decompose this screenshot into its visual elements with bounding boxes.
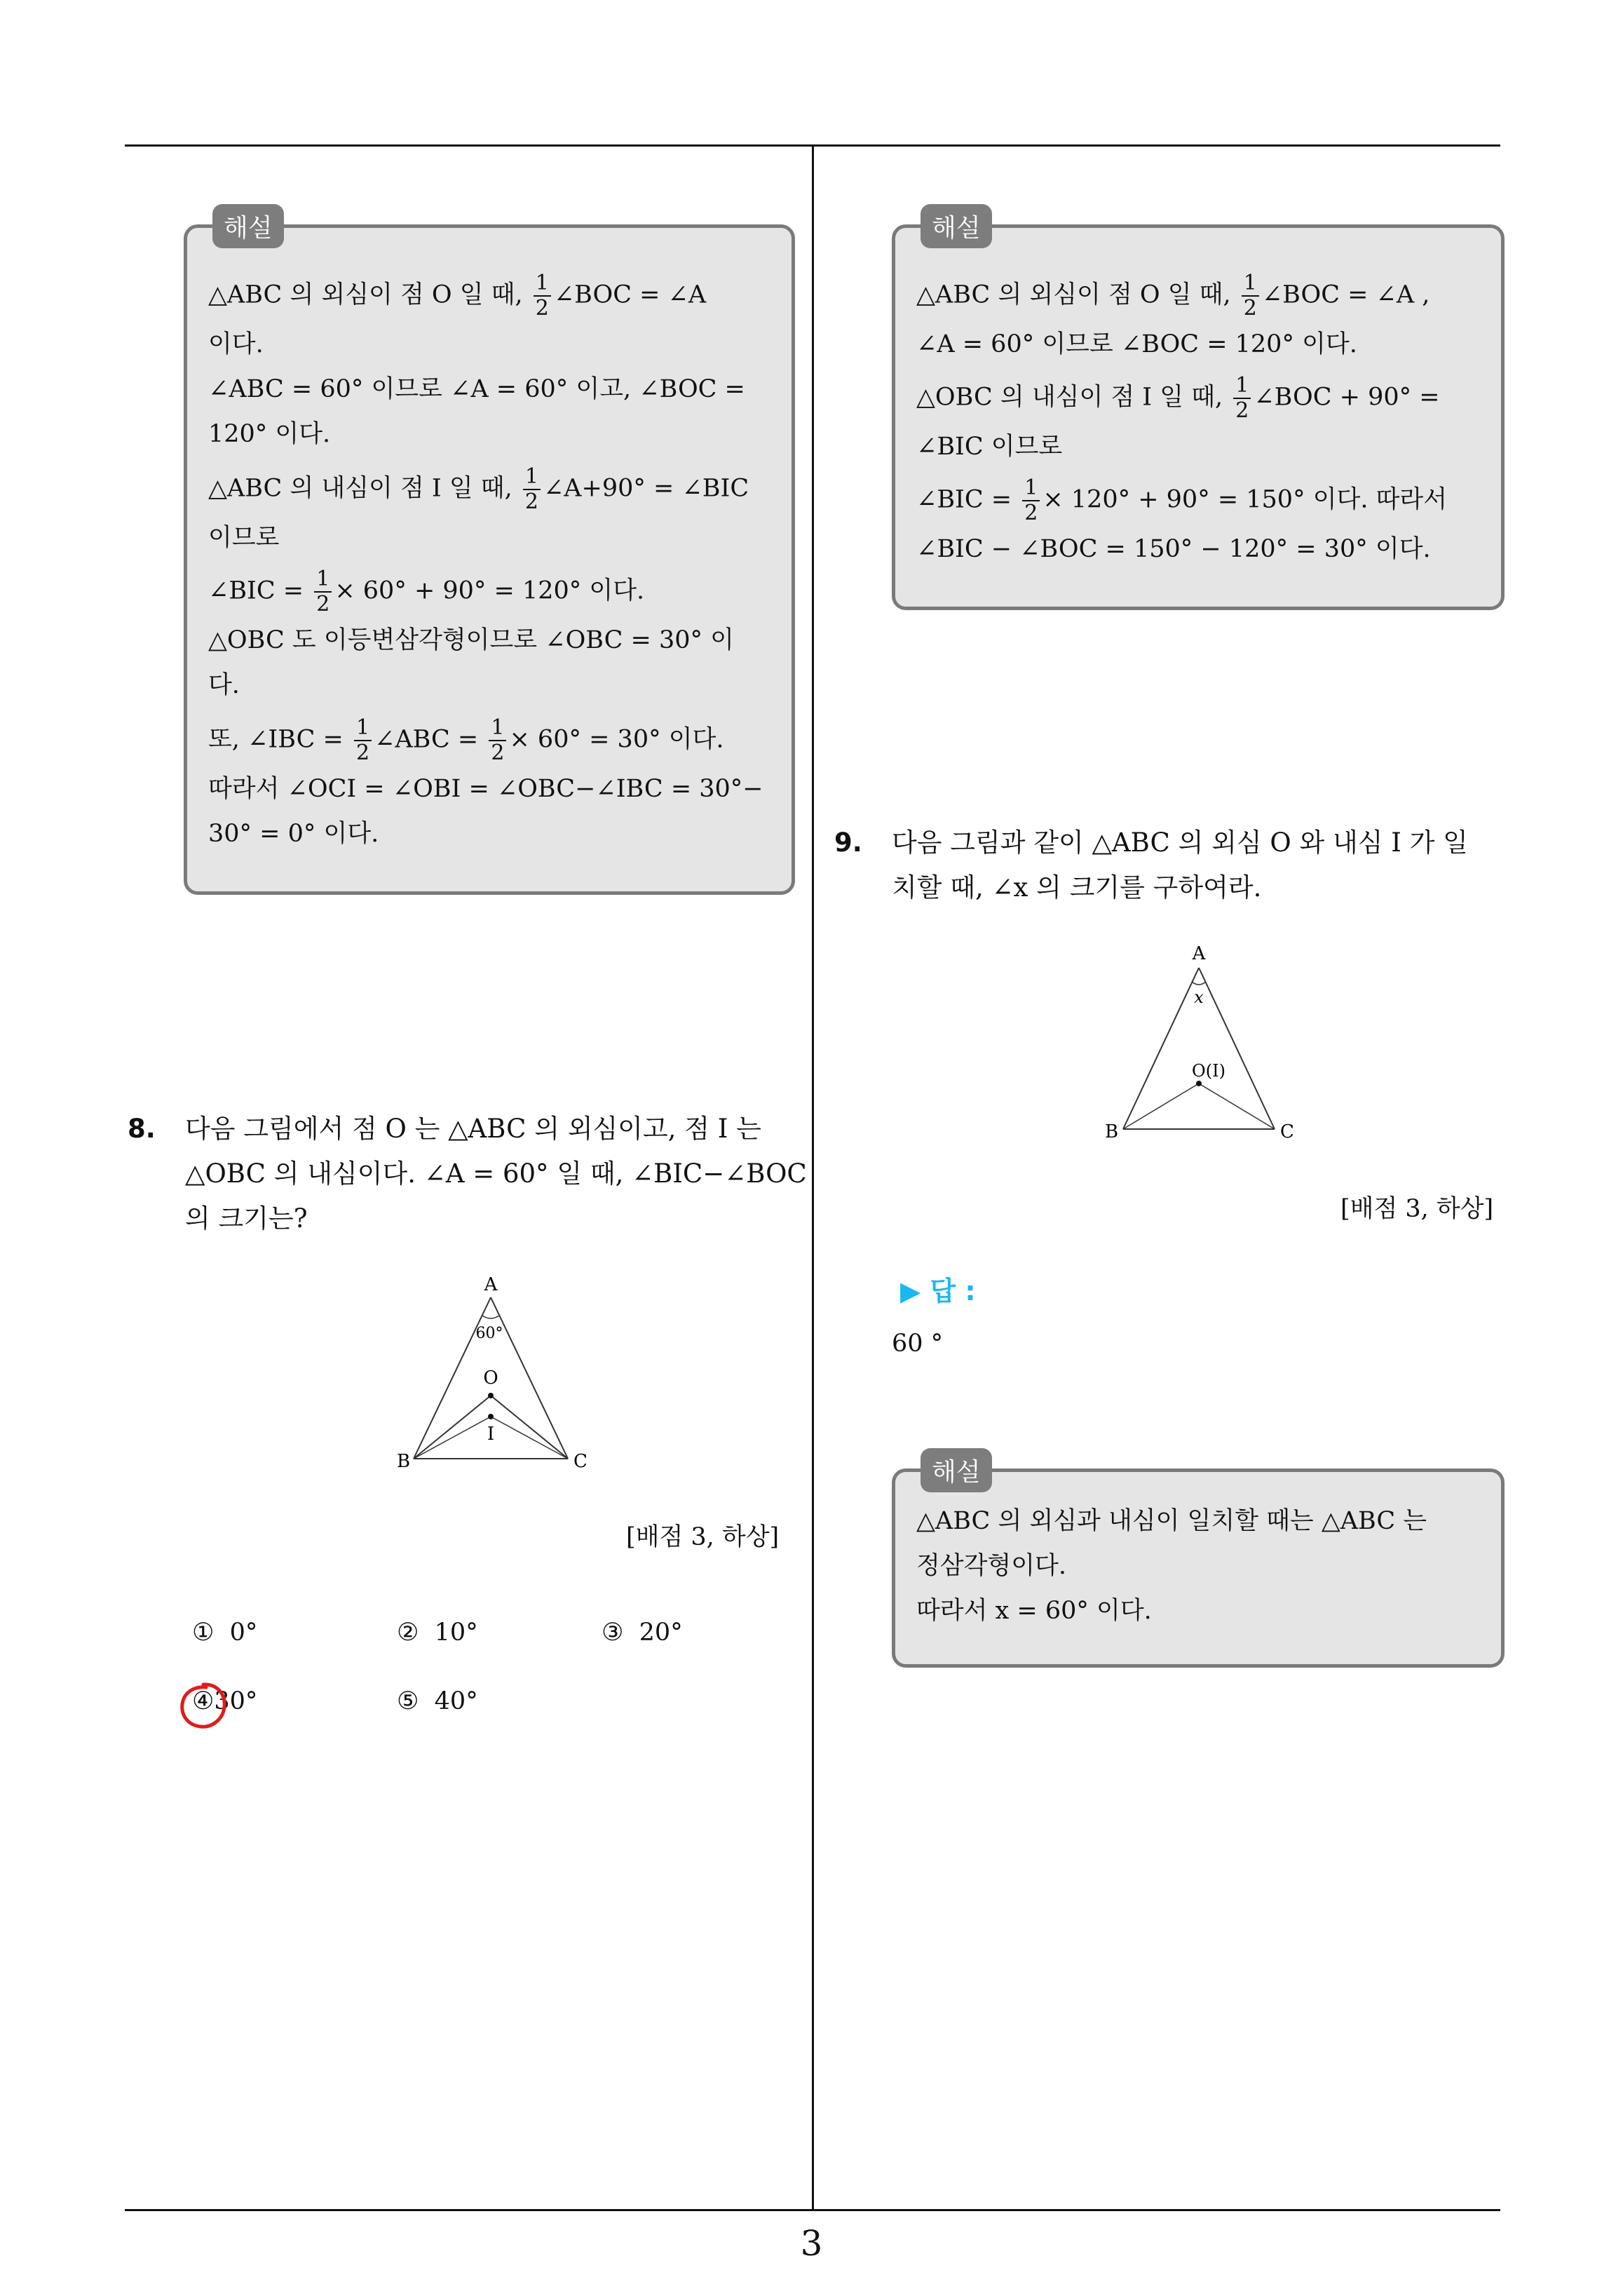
option-1[interactable]	[192, 1619, 257, 1647]
page-number: 3	[800, 2223, 823, 2264]
solution-text: ∠BIC 이므로	[916, 433, 1063, 461]
solution-line	[916, 1595, 1152, 1626]
selected-answer-circle-icon	[178, 1680, 229, 1731]
figure-q9-triangle	[1094, 940, 1304, 1150]
vertex-label-c: C	[573, 1451, 588, 1472]
option-mark: ①	[192, 1619, 215, 1647]
solution-text: ∠BOC + 90° =	[1254, 383, 1440, 412]
question-line: △OBC 의 내심이다. ∠A = 60° 일 때, ∠BIC−∠BOC	[185, 1159, 807, 1189]
solution-text: 따라서 ∠OCI = ∠OBI = ∠OBC−∠IBC = 30°−	[208, 775, 763, 803]
solution-line	[916, 271, 1430, 320]
fraction-denominator: 2	[524, 489, 538, 514]
point-label-oi: O(I)	[1192, 1061, 1225, 1081]
solution-text: ∠BIC =	[916, 485, 1020, 514]
fraction-denominator: 2	[1235, 398, 1249, 423]
fraction-numerator: 1	[314, 567, 332, 593]
fraction	[1022, 476, 1040, 525]
option-5[interactable]	[397, 1687, 478, 1715]
solution-text: 이므로	[208, 524, 280, 552]
solution-line	[208, 818, 379, 849]
answer-label: ▶ 답 :	[900, 1276, 976, 1306]
solution-text: 다.	[208, 671, 240, 699]
fraction	[523, 465, 541, 514]
fraction	[534, 271, 551, 320]
answer-value: 60 °	[892, 1330, 944, 1358]
solution-tag: 해설	[921, 204, 992, 248]
fraction	[489, 716, 506, 765]
solution-text: 또, ∠IBC =	[208, 725, 351, 754]
solution-text: × 60° = 30° 이다.	[509, 725, 724, 754]
solution-line	[916, 1551, 1066, 1581]
solution-box-q9	[892, 1458, 1505, 1668]
fraction-denominator: 2	[355, 741, 370, 765]
solution-text: 따라서 x = 60° 이다.	[916, 1597, 1152, 1625]
option-mark: ⑤	[397, 1687, 419, 1715]
solution-text: × 60° + 90° = 120° 이다.	[334, 576, 645, 605]
vertex-label-c: C	[1280, 1121, 1294, 1142]
angle-label-x: x	[1194, 987, 1204, 1007]
solution-line	[208, 774, 763, 804]
fraction-numerator: 1	[1242, 271, 1259, 297]
solution-tag: 해설	[212, 204, 284, 248]
solution-text: 30° = 0° 이다.	[208, 820, 379, 848]
point-label-o: O	[483, 1368, 498, 1389]
option-value: 40°	[434, 1687, 478, 1715]
solution-text: ∠A+90° = ∠BIC	[543, 474, 749, 503]
solution-line	[208, 716, 724, 765]
solution-line	[916, 374, 1440, 423]
solution-text: ∠ABC = 60° 이므로 ∠A = 60° 이고, ∠BOC =	[208, 375, 745, 403]
solution-line	[916, 1506, 1427, 1537]
question-line: 다음 그림에서 점 O 는 △ABC 의 외심이고, 점 I 는	[185, 1114, 761, 1144]
solution-text: 이다.	[208, 330, 264, 358]
solution-line	[208, 567, 644, 616]
solution-text: △ABC 의 외심이 점 O 일 때,	[916, 281, 1239, 309]
solution-text: ∠BIC − ∠BOC = 150° − 120° = 30° 이다.	[916, 535, 1431, 563]
column-divider	[812, 144, 814, 2210]
fraction-denominator: 2	[535, 296, 549, 320]
solution-line	[916, 329, 1357, 360]
fraction-numerator: 1	[489, 716, 506, 741]
solution-line	[916, 431, 1062, 462]
fraction	[1233, 374, 1251, 423]
solution-line	[916, 476, 1447, 525]
solution-text: △ABC 의 내심이 점 I 일 때,	[208, 474, 520, 503]
solution-tag: 해설	[921, 1448, 992, 1492]
vertex-label-b: B	[397, 1451, 411, 1472]
figure-q8-triangle	[386, 1269, 596, 1480]
solution-line	[208, 465, 749, 514]
fraction-numerator: 1	[354, 716, 372, 741]
score-label: [배점 3, 하상]	[626, 1523, 780, 1551]
point-label-i: I	[487, 1424, 495, 1445]
solution-line	[916, 534, 1431, 565]
solution-box-q7	[184, 214, 795, 895]
question-line: 다음 그림과 같이 △ABC 의 외심 O 와 내심 I 가 일	[892, 828, 1468, 858]
solution-text: ∠A = 60° 이므로 ∠BOC = 120° 이다.	[916, 330, 1357, 358]
solution-text: △OBC 도 이등변삼각형이므로 ∠OBC = 30° 이	[208, 626, 734, 654]
option-3[interactable]	[602, 1619, 683, 1647]
fraction-denominator: 2	[1243, 296, 1257, 320]
solution-text: 120° 이다.	[208, 420, 331, 448]
score-label: [배점 3, 하상]	[1340, 1195, 1494, 1223]
vertex-label-a: A	[1192, 943, 1206, 964]
question-line: 치할 때, ∠x 의 크기를 구하여라.	[892, 872, 1262, 903]
solution-text: 정삼각형이다.	[916, 1552, 1066, 1580]
fraction-denominator: 2	[316, 592, 330, 616]
question-number: 9.	[834, 828, 862, 858]
fraction-denominator: 2	[1024, 501, 1038, 525]
solution-line	[208, 374, 745, 405]
question-line: 의 크기는?	[185, 1203, 308, 1234]
fraction-numerator: 1	[534, 271, 551, 297]
option-mark: ④	[192, 1687, 215, 1715]
option-value: 30°	[214, 1687, 258, 1715]
solution-line	[208, 625, 734, 656]
solution-text: ∠ABC =	[374, 725, 487, 754]
solution-text: ∠BOC = ∠A	[553, 281, 707, 309]
question-number: 8.	[128, 1114, 156, 1144]
vertex-label-a: A	[484, 1274, 498, 1295]
option-mark: ③	[602, 1619, 624, 1647]
fraction-numerator: 1	[1233, 374, 1251, 399]
solution-line	[208, 419, 330, 450]
solution-line	[208, 271, 706, 320]
fraction	[354, 716, 372, 765]
solution-text: △ABC 의 외심이 점 O 일 때,	[208, 281, 531, 309]
option-2[interactable]	[397, 1619, 478, 1647]
fraction	[1242, 271, 1259, 320]
solution-text: △OBC 의 내심이 점 I 일 때,	[916, 383, 1231, 412]
solution-line	[208, 670, 240, 701]
option-mark: ②	[397, 1619, 419, 1647]
solution-text: △ABC 의 외심과 내심이 일치할 때는 △ABC 는	[916, 1507, 1427, 1535]
angle-label: 60°	[475, 1325, 503, 1342]
solution-text: ∠BOC = ∠A ,	[1261, 281, 1430, 309]
fraction	[314, 567, 332, 616]
fraction-numerator: 1	[523, 465, 541, 490]
fraction-denominator: 2	[491, 741, 505, 765]
solution-box-q8	[892, 214, 1505, 610]
option-value: 0°	[229, 1619, 258, 1647]
solution-line	[208, 329, 264, 360]
solution-text: × 120° + 90° = 150° 이다. 따라서	[1043, 485, 1448, 514]
option-value: 20°	[639, 1619, 683, 1647]
solution-line	[208, 522, 279, 553]
solution-text: ∠BIC =	[208, 576, 312, 605]
option-value: 10°	[434, 1619, 478, 1647]
vertex-label-b: B	[1105, 1121, 1119, 1142]
fraction-numerator: 1	[1022, 476, 1040, 501]
